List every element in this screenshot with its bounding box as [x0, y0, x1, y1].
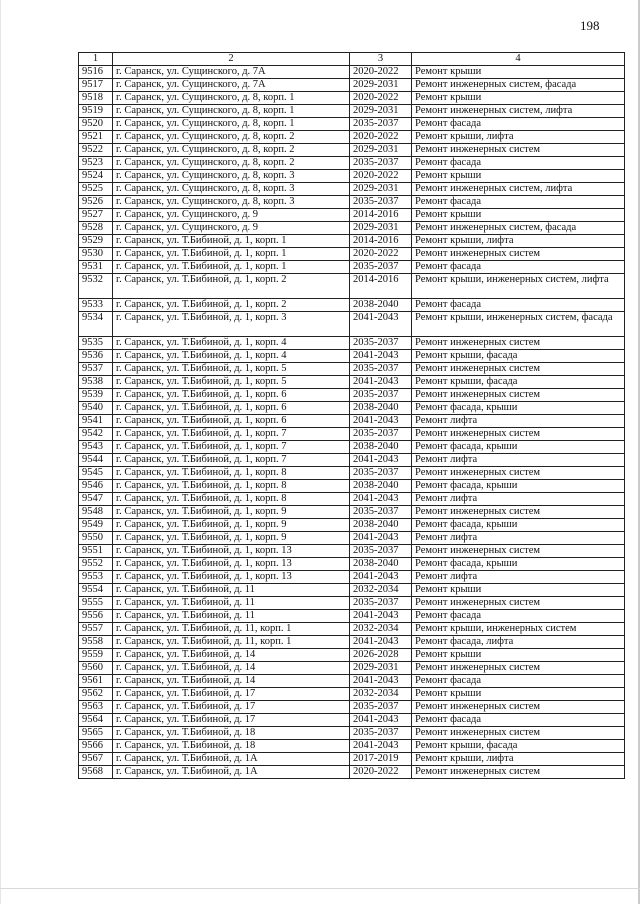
row-number: 9555: [79, 597, 113, 610]
table-row: [79, 753, 625, 766]
row-number: 9551: [79, 545, 113, 558]
column-header-1: 1: [79, 53, 113, 66]
period-cell: 2035-2037: [350, 597, 412, 610]
address-cell: г. Саранск, ул. Т.Бибиной, д. 1, корп. 8: [113, 467, 350, 480]
table-row: [79, 274, 625, 299]
work-type-cell: Ремонт лифта: [412, 532, 625, 545]
address-cell: г. Саранск, ул. Т.Бибиной, д. 18: [113, 727, 350, 740]
work-type-cell: Ремонт инженерных систем: [412, 701, 625, 714]
row-number: 9525: [79, 183, 113, 196]
table-row: [79, 532, 625, 545]
row-number: 9558: [79, 636, 113, 649]
row-number: 9516: [79, 66, 113, 79]
work-type-cell: Ремонт лифта: [412, 571, 625, 584]
row-number: 9546: [79, 480, 113, 493]
work-type-cell: Ремонт крыши, инженерных систем, фасада: [412, 312, 625, 337]
row-number: 9554: [79, 584, 113, 597]
table-row: [79, 701, 625, 714]
address-cell: г. Саранск, ул. Сущинского, д. 7А: [113, 66, 350, 79]
address-cell: г. Саранск, ул. Т.Бибиной, д. 1, корп. 9: [113, 532, 350, 545]
row-number: 9537: [79, 363, 113, 376]
period-cell: 2038-2040: [350, 480, 412, 493]
period-cell: 2041-2043: [350, 610, 412, 623]
period-cell: 2017-2019: [350, 753, 412, 766]
work-type-cell: Ремонт фасада, крыши: [412, 402, 625, 415]
address-cell: г. Саранск, ул. Т.Бибиной, д. 1, корп. 4: [113, 350, 350, 363]
work-type-cell: Ремонт крыши, лифта: [412, 131, 625, 144]
address-cell: г. Саранск, ул. Т.Бибиной, д. 1, корп. 6: [113, 402, 350, 415]
row-number: 9522: [79, 144, 113, 157]
table-row: [79, 350, 625, 363]
address-cell: г. Саранск, ул. Т.Бибиной, д. 11, корп. 1: [113, 623, 350, 636]
address-cell: г. Саранск, ул. Сущинского, д. 8, корп. 3: [113, 170, 350, 183]
table-header-row: [79, 53, 625, 66]
address-cell: г. Саранск, ул. Сущинского, д. 8, корп. 2: [113, 157, 350, 170]
row-number: 9566: [79, 740, 113, 753]
work-type-cell: Ремонт инженерных систем: [412, 545, 625, 558]
address-cell: г. Саранск, ул. Сущинского, д. 8, корп. 2: [113, 131, 350, 144]
table-row: [79, 649, 625, 662]
table-row: [79, 376, 625, 389]
period-cell: 2035-2037: [350, 506, 412, 519]
work-type-cell: Ремонт крыши: [412, 649, 625, 662]
row-number: 9568: [79, 766, 113, 779]
work-type-cell: Ремонт инженерных систем: [412, 766, 625, 779]
address-cell: г. Саранск, ул. Сущинского, д. 9: [113, 209, 350, 222]
address-cell: г. Саранск, ул. Т.Бибиной, д. 11: [113, 584, 350, 597]
period-cell: 2029-2031: [350, 183, 412, 196]
period-cell: 2041-2043: [350, 532, 412, 545]
work-type-cell: Ремонт инженерных систем, фасада: [412, 222, 625, 235]
table-row: [79, 66, 625, 79]
table-row: [79, 727, 625, 740]
address-cell: г. Саранск, ул. Т.Бибиной, д. 1, корп. 6: [113, 389, 350, 402]
row-number: 9553: [79, 571, 113, 584]
row-number: 9524: [79, 170, 113, 183]
scan-edge-bottom: [0, 888, 640, 889]
period-cell: 2041-2043: [350, 415, 412, 428]
period-cell: 2038-2040: [350, 441, 412, 454]
table-row: [79, 261, 625, 274]
address-cell: г. Саранск, ул. Т.Бибиной, д. 1, корп. 5: [113, 376, 350, 389]
period-cell: 2014-2016: [350, 274, 412, 299]
row-number: 9560: [79, 662, 113, 675]
row-number: 9523: [79, 157, 113, 170]
period-cell: 2038-2040: [350, 519, 412, 532]
table-row: [79, 597, 625, 610]
work-type-cell: Ремонт лифта: [412, 493, 625, 506]
table-row: [79, 363, 625, 376]
work-type-cell: Ремонт инженерных систем: [412, 363, 625, 376]
row-number: 9547: [79, 493, 113, 506]
table-row: [79, 170, 625, 183]
work-type-cell: Ремонт крыши: [412, 170, 625, 183]
table-row: [79, 209, 625, 222]
row-number: 9550: [79, 532, 113, 545]
address-cell: г. Саранск, ул. Т.Бибиной, д. 1, корп. 1: [113, 235, 350, 248]
work-type-cell: Ремонт инженерных систем: [412, 467, 625, 480]
period-cell: 2020-2022: [350, 248, 412, 261]
period-cell: 2038-2040: [350, 299, 412, 312]
table-row: [79, 493, 625, 506]
address-cell: г. Саранск, ул. Т.Бибиной, д. 1, корп. 4: [113, 337, 350, 350]
row-number: 9527: [79, 209, 113, 222]
row-number: 9559: [79, 649, 113, 662]
work-type-cell: Ремонт инженерных систем: [412, 337, 625, 350]
period-cell: 2035-2037: [350, 157, 412, 170]
row-number: 9528: [79, 222, 113, 235]
work-type-cell: Ремонт инженерных систем: [412, 597, 625, 610]
work-type-cell: Ремонт фасада: [412, 157, 625, 170]
table-row: [79, 312, 625, 337]
address-cell: г. Саранск, ул. Т.Бибиной, д. 1, корп. 7: [113, 454, 350, 467]
table-row: [79, 299, 625, 312]
work-type-cell: Ремонт фасада, крыши: [412, 441, 625, 454]
work-type-cell: Ремонт инженерных систем: [412, 428, 625, 441]
work-type-cell: Ремонт фасада: [412, 675, 625, 688]
table-row: [79, 766, 625, 779]
table-row: [79, 79, 625, 92]
work-type-cell: Ремонт инженерных систем: [412, 248, 625, 261]
work-type-cell: Ремонт лифта: [412, 415, 625, 428]
row-number: 9518: [79, 92, 113, 105]
table-row: [79, 558, 625, 571]
table-row: [79, 662, 625, 675]
table-row: [79, 545, 625, 558]
address-cell: г. Саранск, ул. Т.Бибиной, д. 1, корп. 6: [113, 415, 350, 428]
address-cell: г. Саранск, ул. Т.Бибиной, д. 17: [113, 688, 350, 701]
work-type-cell: Ремонт фасада, лифта: [412, 636, 625, 649]
period-cell: 2026-2028: [350, 649, 412, 662]
table-row: [79, 740, 625, 753]
row-number: 9565: [79, 727, 113, 740]
period-cell: 2035-2037: [350, 467, 412, 480]
table-row: [79, 571, 625, 584]
work-type-cell: Ремонт крыши: [412, 92, 625, 105]
period-cell: 2032-2034: [350, 688, 412, 701]
work-type-cell: Ремонт лифта: [412, 454, 625, 467]
period-cell: 2038-2040: [350, 402, 412, 415]
work-type-cell: Ремонт инженерных систем: [412, 506, 625, 519]
work-type-cell: Ремонт крыши, инженерных систем, лифта: [412, 274, 625, 299]
table-row: [79, 610, 625, 623]
work-type-cell: Ремонт крыши: [412, 584, 625, 597]
table-row: [79, 636, 625, 649]
row-number: 9556: [79, 610, 113, 623]
row-number: 9557: [79, 623, 113, 636]
table-row: [79, 584, 625, 597]
row-number: 9538: [79, 376, 113, 389]
work-type-cell: Ремонт фасада, крыши: [412, 480, 625, 493]
table-row: [79, 131, 625, 144]
row-number: 9536: [79, 350, 113, 363]
work-type-cell: Ремонт инженерных систем, лифта: [412, 183, 625, 196]
table-row: [79, 196, 625, 209]
period-cell: 2020-2022: [350, 766, 412, 779]
address-cell: г. Саранск, ул. Сущинского, д. 8, корп. 3: [113, 196, 350, 209]
column-header-2: 2: [113, 53, 350, 66]
period-cell: 2038-2040: [350, 558, 412, 571]
work-type-cell: Ремонт фасада: [412, 118, 625, 131]
table-row: [79, 157, 625, 170]
period-cell: 2020-2022: [350, 131, 412, 144]
row-number: 9520: [79, 118, 113, 131]
period-cell: 2041-2043: [350, 675, 412, 688]
row-number: 9531: [79, 261, 113, 274]
address-cell: г. Саранск, ул. Т.Бибиной, д. 1, корп. 8: [113, 480, 350, 493]
period-cell: 2029-2031: [350, 662, 412, 675]
period-cell: 2032-2034: [350, 623, 412, 636]
period-cell: 2041-2043: [350, 376, 412, 389]
table-row: [79, 389, 625, 402]
period-cell: 2041-2043: [350, 350, 412, 363]
row-number: 9543: [79, 441, 113, 454]
address-cell: г. Саранск, ул. Сущинского, д. 8, корп. 1: [113, 92, 350, 105]
repair-schedule-table: [78, 52, 625, 779]
period-cell: 2035-2037: [350, 389, 412, 402]
address-cell: г. Саранск, ул. Т.Бибиной, д. 1, корп. 7: [113, 441, 350, 454]
address-cell: г. Саранск, ул. Т.Бибиной, д. 1, корп. 1: [113, 261, 350, 274]
address-cell: г. Саранск, ул. Т.Бибиной, д. 17: [113, 701, 350, 714]
period-cell: 2041-2043: [350, 714, 412, 727]
row-number: 9548: [79, 506, 113, 519]
row-number: 9526: [79, 196, 113, 209]
row-number: 9539: [79, 389, 113, 402]
row-number: 9563: [79, 701, 113, 714]
column-header-4: 4: [412, 53, 625, 66]
work-type-cell: Ремонт крыши: [412, 209, 625, 222]
column-header-3: 3: [350, 53, 412, 66]
row-number: 9534: [79, 312, 113, 337]
row-number: 9544: [79, 454, 113, 467]
period-cell: 2035-2037: [350, 701, 412, 714]
address-cell: г. Саранск, ул. Т.Бибиной, д. 1, корп. 3: [113, 312, 350, 337]
work-type-cell: Ремонт крыши, фасада: [412, 350, 625, 363]
address-cell: г. Саранск, ул. Т.Бибиной, д. 17: [113, 714, 350, 727]
period-cell: 2035-2037: [350, 545, 412, 558]
address-cell: г. Саранск, ул. Т.Бибиной, д. 1, корп. 5: [113, 363, 350, 376]
work-type-cell: Ремонт инженерных систем: [412, 727, 625, 740]
work-type-cell: Ремонт фасада, крыши: [412, 519, 625, 532]
period-cell: 2035-2037: [350, 196, 412, 209]
address-cell: г. Саранск, ул. Сущинского, д. 8, корп. 3: [113, 183, 350, 196]
address-cell: г. Саранск, ул. Сущинского, д. 7А: [113, 79, 350, 92]
work-type-cell: Ремонт крыши: [412, 688, 625, 701]
table-row: [79, 454, 625, 467]
period-cell: 2020-2022: [350, 66, 412, 79]
work-type-cell: Ремонт крыши, лифта: [412, 235, 625, 248]
work-type-cell: Ремонт фасада, крыши: [412, 558, 625, 571]
period-cell: 2035-2037: [350, 337, 412, 350]
table-row: [79, 428, 625, 441]
work-type-cell: Ремонт инженерных систем, фасада: [412, 79, 625, 92]
row-number: 9540: [79, 402, 113, 415]
row-number: 9552: [79, 558, 113, 571]
table-row: [79, 337, 625, 350]
row-number: 9561: [79, 675, 113, 688]
row-number: 9530: [79, 248, 113, 261]
address-cell: г. Саранск, ул. Т.Бибиной, д. 1, корп. 8: [113, 493, 350, 506]
scan-edge-left: [0, 0, 1, 904]
address-cell: г. Саранск, ул. Т.Бибиной, д. 14: [113, 649, 350, 662]
row-number: 9532: [79, 274, 113, 299]
work-type-cell: Ремонт инженерных систем: [412, 144, 625, 157]
period-cell: 2014-2016: [350, 235, 412, 248]
table-row: [79, 92, 625, 105]
address-cell: г. Саранск, ул. Т.Бибиной, д. 14: [113, 662, 350, 675]
row-number: 9567: [79, 753, 113, 766]
period-cell: 2029-2031: [350, 144, 412, 157]
period-cell: 2029-2031: [350, 105, 412, 118]
period-cell: 2041-2043: [350, 493, 412, 506]
address-cell: г. Саранск, ул. Сущинского, д. 8, корп. 1: [113, 118, 350, 131]
row-number: 9517: [79, 79, 113, 92]
address-cell: г. Саранск, ул. Т.Бибиной, д. 1, корп. 2: [113, 299, 350, 312]
table-row: [79, 480, 625, 493]
period-cell: 2029-2031: [350, 79, 412, 92]
address-cell: г. Саранск, ул. Т.Бибиной, д. 18: [113, 740, 350, 753]
row-number: 9562: [79, 688, 113, 701]
address-cell: г. Саранск, ул. Т.Бибиной, д. 1, корп. 13: [113, 558, 350, 571]
row-number: 9533: [79, 299, 113, 312]
row-number: 9545: [79, 467, 113, 480]
period-cell: 2041-2043: [350, 571, 412, 584]
address-cell: г. Саранск, ул. Т.Бибиной, д. 11: [113, 597, 350, 610]
work-type-cell: Ремонт фасада: [412, 261, 625, 274]
work-type-cell: Ремонт крыши: [412, 66, 625, 79]
work-type-cell: Ремонт фасада: [412, 196, 625, 209]
table-row: [79, 506, 625, 519]
work-type-cell: Ремонт инженерных систем, лифта: [412, 105, 625, 118]
table-row: [79, 467, 625, 480]
row-number: 9519: [79, 105, 113, 118]
address-cell: г. Саранск, ул. Т.Бибиной, д. 14: [113, 675, 350, 688]
page-number: 198: [580, 18, 600, 33]
period-cell: 2041-2043: [350, 312, 412, 337]
address-cell: г. Саранск, ул. Т.Бибиной, д. 1А: [113, 766, 350, 779]
table-row: [79, 402, 625, 415]
work-type-cell: Ремонт крыши, лифта: [412, 753, 625, 766]
address-cell: г. Саранск, ул. Т.Бибиной, д. 1, корп. 2: [113, 274, 350, 299]
address-cell: г. Саранск, ул. Т.Бибиной, д. 1А: [113, 753, 350, 766]
period-cell: 2035-2037: [350, 428, 412, 441]
address-cell: г. Саранск, ул. Сущинского, д. 8, корп. 1: [113, 105, 350, 118]
work-type-cell: Ремонт фасада: [412, 610, 625, 623]
table-row: [79, 688, 625, 701]
address-cell: г. Саранск, ул. Т.Бибиной, д. 1, корп. 9: [113, 519, 350, 532]
address-cell: г. Саранск, ул. Сущинского, д. 9: [113, 222, 350, 235]
work-type-cell: Ремонт инженерных систем: [412, 389, 625, 402]
work-type-cell: Ремонт крыши, фасада: [412, 740, 625, 753]
row-number: 9541: [79, 415, 113, 428]
period-cell: 2035-2037: [350, 363, 412, 376]
row-number: 9521: [79, 131, 113, 144]
table-row: [79, 675, 625, 688]
table-row: [79, 118, 625, 131]
address-cell: г. Саранск, ул. Т.Бибиной, д. 1, корп. 13: [113, 571, 350, 584]
table-row: [79, 105, 625, 118]
address-cell: г. Саранск, ул. Т.Бибиной, д. 1, корп. 13: [113, 545, 350, 558]
work-type-cell: Ремонт инженерных систем: [412, 662, 625, 675]
period-cell: 2035-2037: [350, 118, 412, 131]
table-row: [79, 222, 625, 235]
table-row: [79, 248, 625, 261]
table-row: [79, 183, 625, 196]
work-type-cell: Ремонт крыши, инженерных систем: [412, 623, 625, 636]
address-cell: г. Саранск, ул. Т.Бибиной, д. 1, корп. 7: [113, 428, 350, 441]
row-number: 9564: [79, 714, 113, 727]
work-type-cell: Ремонт крыши, фасада: [412, 376, 625, 389]
period-cell: 2029-2031: [350, 222, 412, 235]
address-cell: г. Саранск, ул. Т.Бибиной, д. 1, корп. 1: [113, 248, 350, 261]
table-row: [79, 144, 625, 157]
period-cell: 2020-2022: [350, 170, 412, 183]
period-cell: 2035-2037: [350, 261, 412, 274]
period-cell: 2041-2043: [350, 454, 412, 467]
row-number: 9542: [79, 428, 113, 441]
work-type-cell: Ремонт фасада: [412, 714, 625, 727]
table-row: [79, 415, 625, 428]
period-cell: 2041-2043: [350, 636, 412, 649]
work-type-cell: Ремонт фасада: [412, 299, 625, 312]
table-row: [79, 235, 625, 248]
period-cell: 2014-2016: [350, 209, 412, 222]
table-row: [79, 441, 625, 454]
period-cell: 2020-2022: [350, 92, 412, 105]
table-row: [79, 623, 625, 636]
table-row: [79, 519, 625, 532]
period-cell: 2032-2034: [350, 584, 412, 597]
address-cell: г. Саранск, ул. Т.Бибиной, д. 1, корп. 9: [113, 506, 350, 519]
period-cell: 2041-2043: [350, 740, 412, 753]
row-number: 9535: [79, 337, 113, 350]
row-number: 9549: [79, 519, 113, 532]
address-cell: г. Саранск, ул. Т.Бибиной, д. 11, корп. 1: [113, 636, 350, 649]
address-cell: г. Саранск, ул. Сущинского, д. 8, корп. 2: [113, 144, 350, 157]
period-cell: 2035-2037: [350, 727, 412, 740]
row-number: 9529: [79, 235, 113, 248]
address-cell: г. Саранск, ул. Т.Бибиной, д. 11: [113, 610, 350, 623]
table-row: [79, 714, 625, 727]
